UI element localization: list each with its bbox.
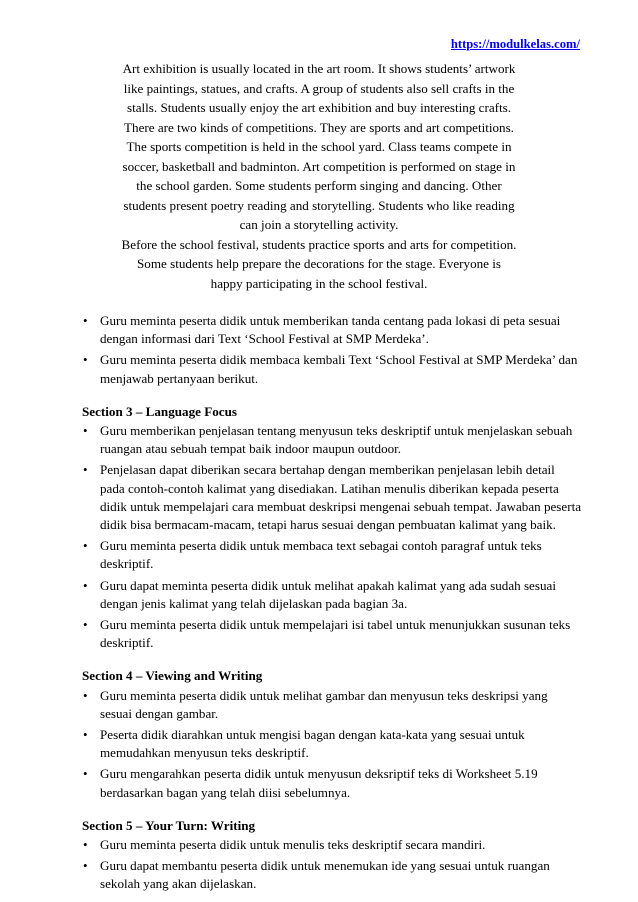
- list-item: • Guru meminta peserta didik untuk menulis teks deskriptif secara mandiri.: [82, 836, 582, 854]
- website-link[interactable]: https://modulkelas.com/: [450, 37, 580, 51]
- list-item: • Guru memberikan penjelasan tentang menyusun teks deskriptif untuk menjelaskan sebuah ruangan atau sebuah tempat baik indoor maupun outdoor.: [82, 422, 582, 458]
- passage-excerpt: [120, 59, 518, 293]
- section-language-focus: [82, 403, 582, 653]
- list-item: • Guru meminta peserta didik untuk membaca text sebagai contoh paragraf untuk teks deskriptif.: [82, 537, 582, 573]
- section-heading: Section 4 – Viewing and Writing: [82, 668, 263, 684]
- list-item: • Guru mengarahkan peserta didik untuk menyusun deksriptif teks di Worksheet 5.19 berdasarkan bagan yang telah diisi sebelumnya.: [82, 765, 582, 801]
- list-item: • Guru meminta peserta didik untuk memberikan tanda centang pada lokasi di peta sesuai dengan informasi dari Text ‘School Festival at SMP Merdeka’.: [82, 312, 582, 348]
- section-heading: Section 5 – Your Turn: Writing: [82, 817, 256, 833]
- bullet-list: [82, 422, 582, 652]
- passage-paragraph: Art exhibition is usually located in the art room. It shows students’ artwork like paintings, statues, and crafts. A group of students also sell crafts in the stalls. Students usually enjoy the art exhibition and buy interesting crafts. There are two kinds of competitions. They are sports and art competitions. The sports competition is held in the school yard. Class teams compete in soccer, basketball and badminton. Art competition is performed on stage in the school garden. Some students perform singing and dancing. Other students present poetry reading and storytelling. Students who like reading can join a storytelling activity.: [122, 61, 516, 232]
- bullet-list: [82, 836, 582, 894]
- list-item: • Guru meminta peserta didik membaca kembali Text ‘School Festival at SMP Merdeka’ dan menjawab pertanyaan berikut.: [82, 351, 582, 387]
- list-item: • Guru dapat membantu peserta didik untuk menemukan ide yang sesuai untuk ruangan sekolah yang akan dijelaskan.: [82, 857, 582, 893]
- list-item: • Guru meminta peserta didik untuk mempelajari isi tabel untuk menunjukkan susunan teks deskriptif.: [82, 616, 582, 652]
- section-heading: Section 3 – Language Focus: [82, 403, 237, 419]
- bullet-list: [82, 687, 582, 802]
- lesson-content: [82, 312, 582, 897]
- section-viewing-writing: [82, 667, 582, 801]
- section-your-turn: [82, 817, 582, 894]
- intro-bullet-list: [82, 312, 582, 388]
- passage-paragraph: Before the school festival, students practice sports and arts for competition. Some students help prepare the decorations for the stage. Everyone is happy participating in the school festival.: [121, 236, 517, 291]
- list-item: • Penjelasan dapat diberikan secara bertahap dengan memberikan penjelasan lebih detail pada contoh-contoh kalimat yang disediakan. Latihan menulis diberikan kepada peserta didik untuk mempelajari cara membuat deskripsi mengenai sebuah tempat. Jawaban peserta didik bisa bermacam-macam, tetapi harus sesuai dengan pembuatan kalimat yang baik.: [82, 461, 582, 534]
- list-item: • Guru meminta peserta didik untuk melihat gambar dan menyusun teks deskripsi yang sesuai dengan gambar.: [82, 687, 582, 723]
- list-item: • Peserta didik diarahkan untuk mengisi bagan dengan kata-kata yang sesuai untuk memudahkan menyusun teks deskriptif.: [82, 726, 582, 762]
- list-item: • Guru dapat meminta peserta didik untuk melihat apakah kalimat yang ada sudah sesuai dengan jenis kalimat yang telah dijelaskan pada bagian 3a.: [82, 577, 582, 613]
